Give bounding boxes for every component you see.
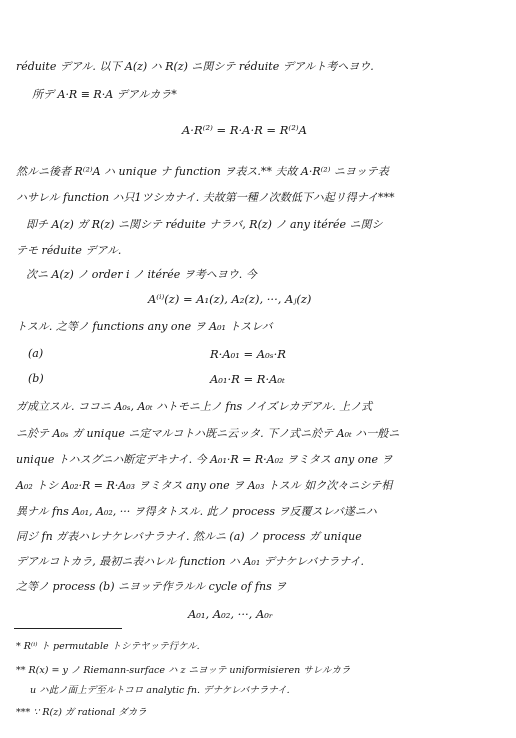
text-line: ガ成立スル. ココニ A₀ₛ, A₀ₜ ハトモニ上ノ fns ノイズレカデアル. 上ノ式 <box>16 400 373 413</box>
footnote-continuation: u ハ此ノ面上デ至ルトコロ analytic fn. デナケレバナラナイ. <box>30 685 290 696</box>
equation: A₀₁·R = R·A₀ₜ <box>210 372 285 386</box>
footnote: *** ∵ R(z) ガ rational ダカラ <box>16 707 147 718</box>
footnote-divider <box>14 628 122 629</box>
equation: R·A₀₁ = A₀ₛ·R <box>210 347 286 361</box>
equation-label: (b) <box>28 372 44 385</box>
footnote: * R⁽ⁱ⁾ ト permutable トシテヤッテ行ケル. <box>16 641 200 652</box>
text-line: 所デ A·R ≡ R·A デアルカラ* <box>32 88 177 101</box>
equation: A₀₁, A₀₂, ···, A₀ᵣ <box>188 607 273 621</box>
equation: A·R⁽²⁾ = R·A·R = R⁽²⁾A <box>182 123 307 137</box>
text-line: デアルコトカラ, 最初ニ表ハレル function ハ A₀₁ デナケレバナラナイ. <box>16 555 365 568</box>
text-line: 即チ A(z) ガ R(z) ニ関シテ réduite ナラバ, R(z) ノ any itérée ニ関シ <box>26 218 383 231</box>
text-line: 之等ノ process (b) ニヨッテ作ラルル cycle of fns ヲ <box>16 580 287 593</box>
text-line: unique トハスグニハ断定デキナイ. 今 A₀₁·R = R·A₀₂ ヲミタス any one ヲ <box>16 453 393 466</box>
text-line: 異ナル fns A₀₁, A₀₂, ··· ヲ得タトスル. 此ノ process ヲ反覆スレバ遂ニハ <box>16 505 377 518</box>
equation-label: (a) <box>28 347 44 360</box>
footnote: ** R(x) = y ノ Riemann-surface ハ z ニヨッテ uniformisieren サレルカラ <box>16 665 351 676</box>
text-line: A₀₂ トシ A₀₂·R = R·A₀₃ ヲミタス any one ヲ A₀₃ トスル 如ク次々ニシテ相 <box>16 479 393 492</box>
text-line: 次ニ A(z) ノ order i ノ itérée ヲ考ヘヨウ. 今 <box>26 268 257 281</box>
text-line: トスル. 之等ノ functions any one ヲ A₀₁ トスレバ <box>16 320 273 333</box>
text-line: テモ réduite デアル. <box>16 244 122 257</box>
text-line: ハサレル function ハ只1ツシカナイ. 夫故第一種ノ次数低下ハ起リ得ナイ*** <box>16 191 395 204</box>
text-line: réduite デアル. 以下 A(z) ハ R(z) ニ関シテ réduite デアルト考ヘヨウ. <box>16 60 374 73</box>
text-line: 同ジ fn ガ表ハレナケレバナラナイ. 然ルニ (a) ノ process ガ unique <box>16 530 362 543</box>
text-line: 然ルニ後者 R⁽²⁾A ハ unique ナ function ヲ表ス.** 夫故 A·R⁽²⁾ ニヨッテ表 <box>16 165 389 178</box>
equation: A⁽ⁱ⁾(z) = A₁(z), A₂(z), ···, Aⱼ(z) <box>148 292 312 306</box>
text-line: ニ於テ A₀ₛ ガ unique ニ定マルコトハ既ニ云ッタ. 下ノ式ニ於テ A₀ₜ ハ一般ニ <box>16 427 400 440</box>
